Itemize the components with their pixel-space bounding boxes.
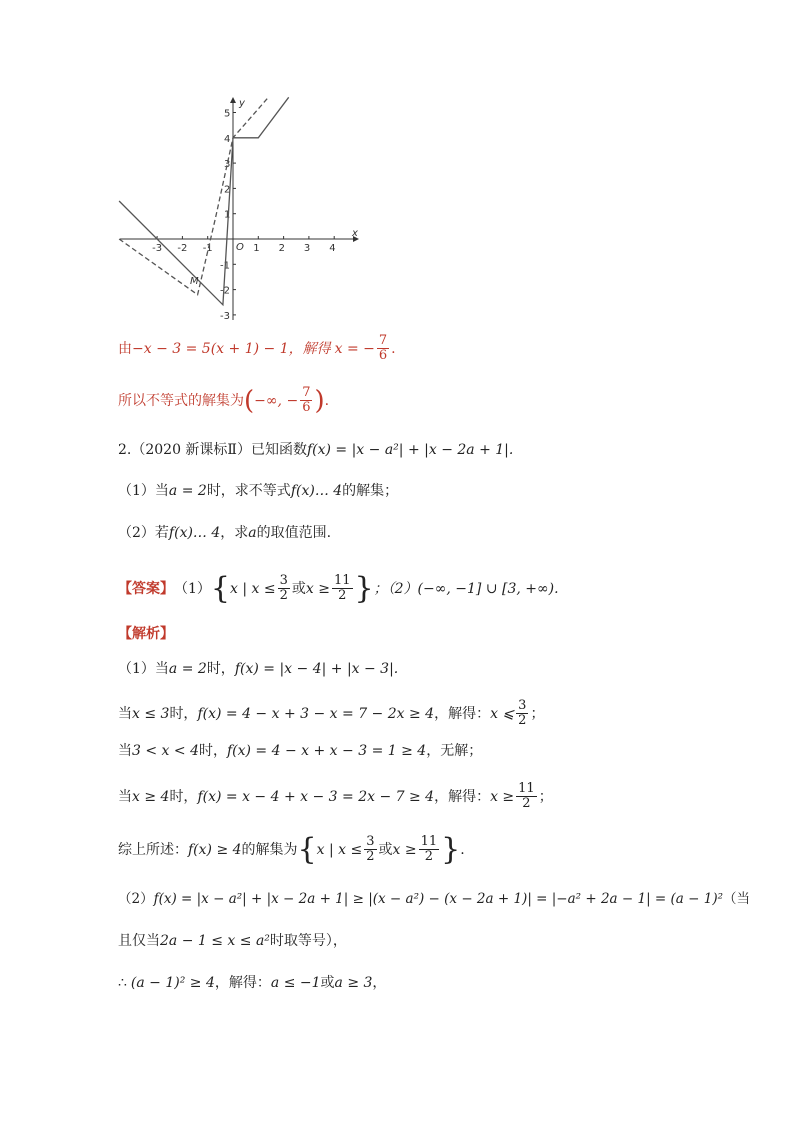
solution-line-4 [118, 782, 553, 811]
fraction [516, 699, 528, 728]
text: ∴ [118, 975, 127, 991]
text: （2） [118, 891, 154, 907]
math: a = 2 [168, 661, 207, 677]
math: a ≤ −1 [270, 975, 321, 991]
fraction [516, 782, 537, 811]
solid-graph-line [119, 97, 289, 304]
math: −x − 3 = 5(x + 1) − 1，解得 [132, 340, 331, 357]
solution-line-5: 综上所述： f(x) ≥ 4 的解集为 { x | x ≤ $\frac{3}{2}$ 或 x ≥ $\frac{11}{2}$ } . [118, 831, 465, 867]
denominator: 2 [424, 849, 433, 864]
function-graph [112, 92, 372, 324]
text: 的解集为 [241, 841, 298, 858]
x-tick-label: 1 [253, 243, 260, 254]
text: 当 [118, 743, 132, 759]
numerator: 7 [378, 333, 388, 348]
point-m-label: M [190, 276, 199, 287]
math: x ≥ [305, 580, 330, 597]
y-tick-label: -3 [220, 310, 230, 322]
solution-line-7 [118, 931, 347, 951]
numerator: 3 [366, 834, 375, 849]
fraction [364, 835, 376, 864]
origin-label: O [236, 242, 244, 253]
question-title [118, 440, 513, 460]
text: ，解得： [434, 788, 491, 805]
math: f(x) = |x − a²| + |x − 2a + 1| ≥ |(x − a²) − (x − 2a + 1)| = |−a² + 2a − 1| = (a − 1)² [153, 891, 724, 907]
text: ，求 [220, 525, 249, 541]
y-tick-label: 5 [224, 108, 231, 120]
text: （1）当 [118, 483, 169, 499]
text: 时， [206, 661, 235, 677]
math: x ≥ [490, 788, 515, 805]
denominator: 2 [522, 796, 531, 811]
y-tick-label: 4 [224, 133, 231, 145]
text: ，解得： [434, 705, 491, 722]
text: 或 [320, 975, 335, 991]
text: （当 [723, 891, 751, 907]
text: （1）当 [118, 661, 169, 677]
numerator: 3 [518, 698, 527, 713]
y-axis-label: y [239, 98, 245, 109]
math: 2a − 1 ≤ x ≤ a² [160, 933, 270, 949]
math: f(x)… 4 [290, 483, 343, 499]
math: a [248, 525, 257, 541]
math: −∞, − [254, 392, 299, 409]
line-solution-set: 所以不等式的解集为 ( −∞, − $\frac{7}{6}$ ) . [118, 385, 330, 416]
denominator: 2 [366, 849, 375, 864]
denominator: 2 [279, 588, 288, 603]
text: 当 [118, 788, 132, 805]
math: f(x)… 4 [168, 525, 221, 541]
math: f(x) ≥ 4 [188, 841, 242, 858]
math: 3 < x < 4 [132, 743, 199, 759]
y-tick-label: -1 [220, 260, 230, 272]
x-tick-label: -2 [177, 243, 188, 254]
text: （1） [174, 580, 211, 597]
text: 由 [118, 340, 132, 357]
math: f(x) = 4 − x + 3 − x = 7 − 2x ≥ 4 [197, 705, 435, 722]
y-tick-label: 3 [224, 159, 231, 171]
solution-line-1 [118, 659, 398, 679]
text: 的解集； [342, 483, 399, 499]
math: f(x) = 4 − x + x − 3 = 1 ≥ 4 [226, 743, 427, 759]
math: x | x ≤ [230, 580, 276, 597]
math: a = 2 [168, 483, 207, 499]
x-tick-label: 2 [278, 243, 285, 254]
solution-line-3 [118, 741, 482, 761]
solution-tag-line [118, 624, 174, 644]
text: ， [372, 975, 387, 991]
y-tick-label: 2 [224, 184, 231, 196]
numerator: 3 [279, 573, 288, 588]
text: ； [538, 788, 553, 805]
text: 时取等号）， [269, 933, 347, 949]
line-equation: 由 −x − 3 = 5(x + 1) − 1，解得 x = − $\frac{7}{6}$ . [118, 333, 396, 363]
text: 时， [169, 788, 198, 805]
math: x ≥ 4 [132, 788, 170, 805]
dashed-graph-line [119, 97, 268, 294]
denominator: 6 [302, 400, 311, 415]
fraction [377, 334, 389, 363]
denominator: 2 [518, 713, 527, 728]
y-tick-label: 1 [224, 209, 231, 221]
text: 的取值范围. [256, 525, 332, 541]
numerator: 11 [518, 781, 535, 796]
y-tick-label: -2 [220, 285, 230, 297]
math: f(x) = x − 4 + x − 3 = 2x − 7 ≥ 4 [197, 788, 435, 805]
denominator: 6 [378, 348, 388, 363]
question-part-1 [118, 481, 398, 501]
question-part-2 [118, 523, 331, 543]
text: 或 [378, 841, 393, 858]
math: (a − 1)² ≥ 4 [130, 975, 215, 991]
denominator: 2 [338, 588, 347, 603]
text: 时， [169, 705, 198, 722]
math: x ≥ [392, 841, 417, 858]
fraction [332, 574, 353, 603]
math: ；（2）(−∞, −1] ∪ [3, +∞). [373, 580, 559, 597]
fraction [419, 835, 440, 864]
x-tick-label: -3 [152, 243, 163, 254]
answer-line: 【答案】 （1） { x | x ≤ $\frac{3}{2}$ 或 x ≥ $\frac{11}{2}$ } ；（2）(−∞, −1] ∪ [3, +∞). [118, 570, 559, 606]
text: 当 [118, 705, 132, 722]
math: f(x) = |x − 4| + |x − 3|. [234, 661, 399, 677]
text: 且仅当 [118, 933, 160, 949]
text: （2）若 [118, 525, 169, 541]
math: a ≥ 3 [334, 975, 373, 991]
text: 或 [291, 580, 306, 597]
math: x ≤ 3 [132, 705, 170, 722]
math: x = − [334, 340, 375, 357]
solution-line-2 [118, 699, 544, 728]
text: 综上所述： [118, 841, 188, 858]
math: f(x) = |x − a²| + |x − 2a + 1|. [306, 442, 514, 458]
text: 时， [198, 743, 227, 759]
text: 时，求不等式 [206, 483, 291, 499]
x-tick-label: 4 [329, 243, 336, 254]
text: 2.（2020 新课标Ⅱ）已知函数 [118, 442, 307, 458]
numerator: 7 [302, 385, 311, 400]
x-tick-label: 3 [303, 243, 311, 254]
text: ，无解； [426, 743, 483, 759]
fraction [278, 574, 290, 603]
solution-line-6 [118, 889, 750, 909]
solution-line-8 [118, 973, 386, 993]
fraction [300, 386, 312, 415]
x-axis-label: x [352, 228, 358, 239]
text: ，解得： [214, 975, 271, 991]
numerator: 11 [420, 834, 438, 849]
math: x | x ≤ [316, 841, 363, 858]
solution-tag: 【解析】 [118, 626, 174, 642]
text: 所以不等式的解集为 [118, 392, 244, 409]
numerator: 11 [333, 573, 351, 588]
answer-tag: 【答案】 [118, 580, 174, 597]
math: x ⩽ [490, 705, 515, 722]
x-tick-label: -1 [202, 243, 213, 254]
text: ； [530, 705, 545, 722]
